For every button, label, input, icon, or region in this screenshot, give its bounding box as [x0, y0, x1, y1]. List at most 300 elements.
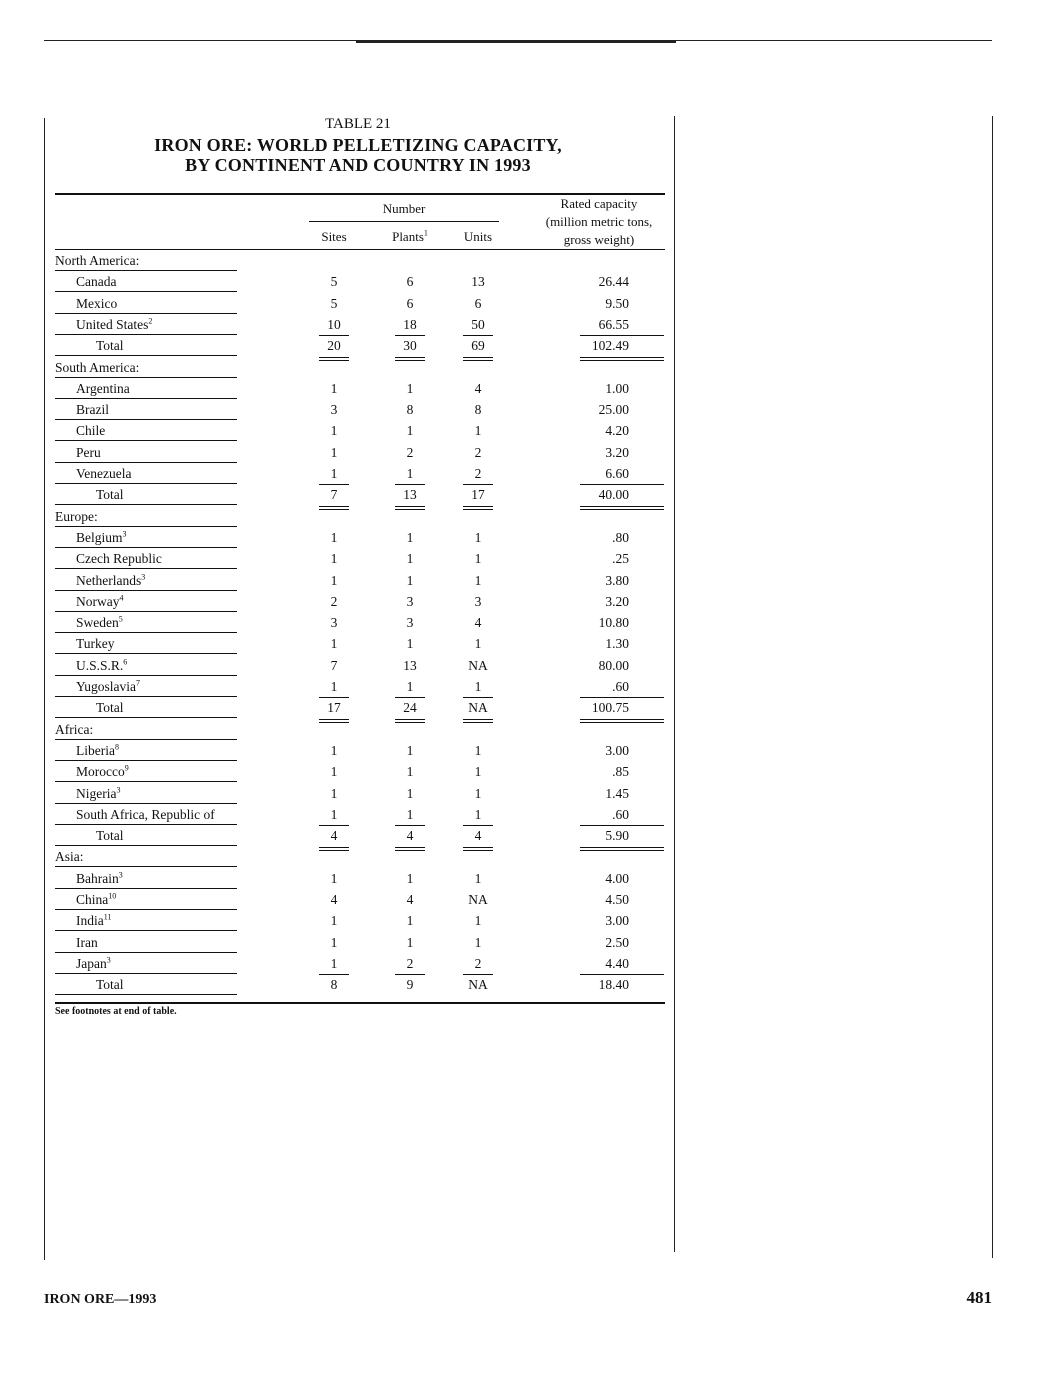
right-column-rule — [992, 116, 993, 1258]
plants-cell: 1 — [406, 551, 414, 567]
plants-cell: 13 — [403, 657, 417, 673]
capacity-cell: 80.00 — [598, 657, 629, 673]
total-double-rule — [395, 357, 425, 358]
total-double-rule — [395, 506, 425, 507]
country-name — [76, 658, 127, 674]
row-rule — [55, 781, 237, 782]
plants-cell: 2 — [406, 955, 414, 971]
subtotal-rule — [580, 335, 664, 336]
sites-cell: 1 — [330, 466, 338, 481]
country-name — [76, 871, 123, 887]
country-name — [76, 679, 140, 695]
footnote-marker: 3 — [141, 572, 146, 581]
country-name-text: Sweden — [76, 615, 119, 631]
row-rule — [55, 696, 237, 697]
country-name-text: Venezuela — [76, 466, 132, 481]
row-rule — [55, 952, 237, 953]
country-name-text: Peru — [76, 444, 101, 460]
country-name — [76, 402, 109, 418]
footnote-marker: 11 — [103, 912, 112, 922]
sites-cell: 5 — [330, 274, 338, 290]
header-bottom-rule — [55, 249, 665, 250]
page-number: 481 — [966, 1288, 992, 1307]
total-label: Total — [96, 338, 124, 354]
subtotal-rule — [395, 697, 425, 698]
total-double-rule — [319, 722, 349, 723]
sites-cell: 1 — [330, 806, 338, 822]
total-double-rule — [395, 847, 425, 848]
sites-cell: 1 — [330, 934, 338, 950]
capacity-cell: 3.80 — [605, 572, 629, 588]
capacity-cell: .80 — [612, 529, 629, 545]
country-name — [76, 381, 130, 397]
total-sites: 4 — [330, 828, 338, 844]
total-double-rule — [319, 850, 349, 851]
country-name — [76, 573, 145, 589]
region-heading: Europe: — [55, 508, 98, 524]
total-double-rule — [319, 360, 349, 361]
units-cell: 2 — [474, 466, 482, 481]
row-rule — [55, 845, 237, 846]
sites-cell: 1 — [330, 551, 338, 567]
total-units: 4 — [474, 828, 482, 844]
subtotal-rule — [395, 825, 425, 826]
row-rule — [55, 653, 237, 654]
total-double-rule — [580, 850, 664, 851]
capacity-cell: 3.00 — [605, 742, 629, 758]
total-capacity: 102.49 — [591, 338, 629, 354]
total-plants: 13 — [403, 487, 417, 503]
row-rule — [55, 568, 237, 569]
units-cell: 1 — [474, 785, 482, 801]
total-double-rule — [580, 722, 664, 723]
footnote-marker: 4 — [119, 593, 124, 603]
sites-cell: 1 — [330, 572, 338, 588]
capacity-cell: 10.80 — [598, 615, 629, 631]
units-cell: 1 — [474, 764, 482, 780]
sites-cell: 1 — [330, 870, 338, 886]
plants-cell: 1 — [406, 785, 414, 801]
row-rule — [55, 760, 237, 761]
page-top-rule-accent — [356, 41, 676, 43]
plants-cell: 18 — [403, 316, 417, 332]
running-footer: IRON ORE—1993 — [44, 1292, 157, 1307]
plants-cell: 1 — [406, 913, 414, 929]
country-name-text: China — [76, 892, 109, 907]
footnote-marker: 3 — [116, 785, 121, 794]
plants-cell: 2 — [406, 444, 414, 460]
sites-cell: 1 — [330, 785, 338, 801]
footnote-marker: 3 — [106, 955, 111, 965]
capacity-cell: 1.30 — [605, 636, 629, 652]
sites-cell: 1 — [330, 529, 338, 545]
table-number: TABLE 21 — [325, 116, 391, 132]
country-name-text: Mexico — [76, 295, 118, 311]
total-double-rule — [580, 357, 664, 358]
row-rule — [55, 334, 237, 335]
capacity-cell: 4.00 — [605, 870, 629, 886]
subtotal-rule — [463, 974, 493, 975]
capacity-cell: 3.00 — [605, 913, 629, 929]
total-label: Total — [96, 977, 124, 993]
capacity-cell: 1.45 — [605, 785, 629, 801]
country-name — [76, 317, 152, 333]
header-capacity-line-2: (million metric tons, — [545, 214, 653, 229]
region-heading: Africa: — [55, 721, 94, 737]
total-double-rule — [463, 509, 493, 510]
units-cell: 50 — [471, 316, 485, 332]
row-rule — [55, 909, 237, 910]
sites-cell: 1 — [330, 913, 338, 929]
subtotal-rule — [463, 825, 493, 826]
units-cell: 1 — [474, 572, 482, 588]
header-number: Number — [382, 201, 426, 216]
total-double-rule — [463, 722, 493, 723]
sites-cell: 1 — [330, 955, 338, 971]
row-rule — [55, 994, 237, 995]
row-rule — [55, 355, 237, 356]
units-cell: 1 — [474, 913, 482, 929]
row-rule — [55, 888, 237, 889]
capacity-cell: 25.00 — [598, 402, 629, 418]
capacity-cell: .25 — [612, 551, 629, 567]
total-double-rule — [395, 509, 425, 510]
plants-cell: 1 — [406, 572, 414, 588]
footnote-marker: 3 — [122, 529, 127, 539]
country-name-text: India — [76, 913, 104, 929]
row-rule — [55, 824, 237, 825]
total-double-rule — [319, 509, 349, 510]
left-column-rule — [44, 118, 45, 1260]
subtotal-rule — [463, 697, 493, 698]
country-name-text: Turkey — [76, 636, 115, 652]
total-double-rule — [319, 357, 349, 358]
capacity-cell: .85 — [612, 764, 629, 780]
total-double-rule — [463, 506, 493, 507]
sites-cell: 1 — [330, 380, 338, 396]
country-name-text: Morocco — [76, 764, 125, 780]
country-name — [76, 786, 120, 802]
country-name-text: Czech Republic — [76, 551, 162, 567]
row-rule — [55, 419, 237, 420]
row-rule — [55, 675, 237, 676]
subtotal-rule — [395, 335, 425, 336]
total-capacity: 5.90 — [605, 828, 629, 844]
subtotal-rule — [580, 697, 664, 698]
capacity-cell: 4.20 — [605, 423, 629, 439]
row-rule — [55, 440, 237, 441]
table-title-line-2: BY CONTINENT AND COUNTRY IN 1993 — [185, 155, 531, 175]
capacity-cell: 3.20 — [605, 593, 629, 609]
subtotal-rule — [319, 484, 349, 485]
country-name — [76, 807, 215, 823]
plants-cell: 1 — [406, 679, 414, 694]
total-double-rule — [395, 719, 425, 720]
country-name-text: Belgium — [76, 529, 123, 545]
capacity-cell: .60 — [612, 806, 629, 822]
total-capacity: 18.40 — [598, 977, 629, 993]
footnote-marker: 10 — [108, 891, 117, 901]
plants-cell: 1 — [406, 380, 414, 396]
units-cell: NA — [468, 892, 488, 907]
footnote-marker: 9 — [124, 763, 129, 773]
row-rule — [55, 717, 237, 718]
row-rule — [55, 270, 237, 271]
country-name — [76, 551, 162, 567]
total-sites: 17 — [327, 700, 341, 716]
units-cell: 8 — [474, 402, 482, 418]
footnote-marker: 5 — [118, 614, 123, 624]
capacity-cell: 3.20 — [605, 444, 629, 460]
units-cell: 1 — [474, 636, 482, 652]
country-name-text: U.S.S.R. — [76, 657, 124, 673]
plants-cell: 1 — [406, 934, 414, 950]
units-cell: 1 — [474, 423, 482, 439]
sites-cell: 1 — [330, 423, 338, 439]
units-cell: 1 — [474, 679, 482, 694]
table-bottom-rule — [55, 1002, 665, 1004]
table-title-line-1: IRON ORE: WORLD PELLETIZING CAPACITY, — [154, 135, 562, 155]
capacity-cell: 66.55 — [598, 316, 629, 332]
sites-cell: 1 — [330, 742, 338, 758]
sites-cell: 1 — [330, 636, 338, 652]
plants-cell: 1 — [406, 764, 414, 780]
total-double-rule — [580, 360, 664, 361]
subtotal-rule — [580, 484, 664, 485]
subtotal-rule — [395, 484, 425, 485]
row-rule — [55, 611, 237, 612]
sites-cell: 2 — [330, 593, 338, 609]
capacity-cell: 1.00 — [605, 380, 629, 396]
total-double-rule — [463, 847, 493, 848]
total-plants: 9 — [406, 977, 414, 993]
subtotal-rule — [319, 974, 349, 975]
country-name — [76, 764, 129, 780]
total-double-rule — [319, 847, 349, 848]
country-name-text: Chile — [76, 423, 106, 439]
sites-cell: 4 — [330, 892, 338, 907]
plants-cell: 1 — [406, 466, 414, 481]
subtotal-rule — [319, 825, 349, 826]
units-cell: 6 — [474, 295, 482, 311]
capacity-cell: 4.40 — [605, 955, 629, 971]
footnote-marker: 6 — [123, 657, 128, 667]
sites-cell: 1 — [330, 444, 338, 460]
header-capacity-line-3: gross weight) — [563, 232, 635, 247]
footnote-marker: 2 — [148, 316, 153, 326]
plants-cell: 1 — [406, 636, 414, 652]
country-name-text: South Africa, Republic of — [76, 806, 215, 822]
total-double-rule — [463, 360, 493, 361]
units-cell: 4 — [474, 615, 482, 631]
capacity-cell: 26.44 — [598, 274, 629, 290]
subtotal-rule — [463, 335, 493, 336]
units-cell: 1 — [474, 529, 482, 545]
country-name-text: Iran — [76, 934, 98, 950]
total-sites: 20 — [327, 338, 341, 354]
capacity-cell: 4.50 — [605, 892, 629, 907]
units-cell: 2 — [474, 955, 482, 971]
total-units: 69 — [471, 338, 485, 354]
row-rule — [55, 462, 237, 463]
units-cell: NA — [468, 657, 488, 673]
region-heading: Asia: — [55, 849, 84, 865]
plants-cell: 1 — [406, 423, 414, 439]
country-name-text: United States — [76, 316, 149, 332]
row-rule — [55, 973, 237, 974]
number-group-rule — [309, 221, 499, 222]
total-double-rule — [580, 847, 664, 848]
total-double-rule — [395, 722, 425, 723]
country-name-text: Nigeria — [76, 785, 117, 801]
country-name-text: Japan — [76, 955, 107, 971]
plants-cell: 4 — [406, 892, 414, 907]
subtotal-rule — [463, 484, 493, 485]
row-rule — [55, 526, 237, 527]
row-rule — [55, 398, 237, 399]
units-cell: 2 — [474, 444, 482, 460]
country-name-text: Yugoslavia — [76, 679, 136, 694]
units-cell: 13 — [471, 274, 485, 290]
sites-cell: 1 — [330, 764, 338, 780]
total-label: Total — [96, 828, 124, 844]
units-cell: 1 — [474, 806, 482, 822]
subtotal-rule — [319, 697, 349, 698]
sites-cell: 1 — [330, 679, 338, 694]
country-name — [76, 892, 116, 908]
country-name — [76, 743, 119, 759]
plants-cell: 8 — [406, 402, 414, 418]
total-label: Total — [96, 487, 124, 503]
total-double-rule — [319, 719, 349, 720]
row-rule — [55, 377, 237, 378]
sites-cell: 3 — [330, 615, 338, 631]
country-name-text: Argentina — [76, 380, 130, 396]
country-name-text: Liberia — [76, 742, 115, 758]
sites-cell: 10 — [327, 316, 341, 332]
row-rule — [55, 547, 237, 548]
total-double-rule — [580, 719, 664, 720]
total-double-rule — [319, 506, 349, 507]
units-cell: 1 — [474, 934, 482, 950]
country-name — [76, 913, 111, 929]
capacity-cell: 2.50 — [605, 934, 629, 950]
country-name-text: Bahrain — [76, 870, 119, 886]
plants-cell: 3 — [406, 615, 414, 631]
total-capacity: 40.00 — [598, 487, 629, 503]
footnote-marker: 8 — [114, 742, 119, 752]
country-name — [76, 935, 98, 951]
subtotal-rule — [319, 335, 349, 336]
capacity-cell: .60 — [612, 679, 629, 694]
plants-cell: 1 — [406, 742, 414, 758]
subtotal-rule — [580, 825, 664, 826]
table-top-rule — [55, 193, 665, 195]
total-units: NA — [468, 977, 488, 993]
total-double-rule — [580, 509, 664, 510]
plants-cell: 1 — [406, 806, 414, 822]
footnote-marker: 3 — [118, 870, 123, 880]
total-double-rule — [463, 357, 493, 358]
country-name — [76, 594, 124, 610]
row-rule — [55, 866, 237, 867]
total-sites: 8 — [330, 977, 338, 993]
total-double-rule — [463, 850, 493, 851]
footnote-marker: 7 — [136, 678, 140, 688]
sites-cell: 7 — [330, 657, 338, 673]
country-name — [76, 423, 105, 439]
row-rule — [55, 632, 237, 633]
total-double-rule — [580, 506, 664, 507]
plants-cell: 1 — [406, 870, 414, 886]
row-rule — [55, 291, 237, 292]
header-sites: Sites — [321, 229, 347, 244]
sites-cell: 3 — [330, 402, 338, 418]
country-name — [76, 956, 111, 972]
country-name — [76, 296, 117, 312]
row-rule — [55, 803, 237, 804]
total-double-rule — [395, 850, 425, 851]
country-name-text: Norway — [76, 593, 120, 609]
total-double-rule — [463, 719, 493, 720]
total-double-rule — [395, 360, 425, 361]
plants-cell: 6 — [406, 295, 414, 311]
country-name — [76, 445, 101, 461]
subtotal-rule — [395, 974, 425, 975]
total-units: NA — [468, 700, 488, 716]
header-units: Units — [463, 229, 493, 244]
total-plants: 30 — [403, 338, 417, 354]
units-cell: 3 — [474, 593, 482, 609]
total-plants: 4 — [406, 828, 414, 844]
plants-cell: 3 — [406, 593, 414, 609]
subtotal-rule — [580, 974, 664, 975]
total-plants: 24 — [403, 700, 417, 716]
header-capacity-line-1: Rated capacity — [560, 196, 638, 211]
plants-cell: 6 — [406, 274, 414, 290]
middle-column-rule — [674, 116, 675, 1252]
country-name-text: Netherlands — [76, 572, 142, 588]
units-cell: 1 — [474, 870, 482, 886]
country-name — [76, 636, 115, 652]
capacity-cell: 6.60 — [605, 466, 629, 481]
plants-cell: 1 — [406, 529, 414, 545]
row-rule — [55, 739, 237, 740]
units-cell: 1 — [474, 551, 482, 567]
total-label: Total — [96, 700, 124, 716]
row-rule — [55, 313, 237, 314]
sites-cell: 5 — [330, 295, 338, 311]
region-heading: South America: — [55, 359, 140, 375]
footnote-reference: See footnotes at end of table. — [55, 1006, 177, 1017]
row-rule — [55, 590, 237, 591]
region-heading: North America: — [55, 253, 140, 268]
country-name — [76, 530, 127, 546]
total-capacity: 100.75 — [591, 700, 629, 716]
row-rule — [55, 504, 237, 505]
country-name — [76, 615, 123, 631]
country-name — [76, 274, 116, 290]
units-cell: 1 — [474, 742, 482, 758]
country-name-text: Brazil — [76, 402, 109, 418]
header-plants: Plants$^1$ — [392, 228, 428, 244]
total-units: 17 — [471, 487, 485, 503]
units-cell: 4 — [474, 380, 482, 396]
country-name — [76, 466, 131, 482]
capacity-cell: 9.50 — [605, 295, 629, 311]
country-name-text: Canada — [76, 274, 117, 290]
row-rule — [55, 930, 237, 931]
